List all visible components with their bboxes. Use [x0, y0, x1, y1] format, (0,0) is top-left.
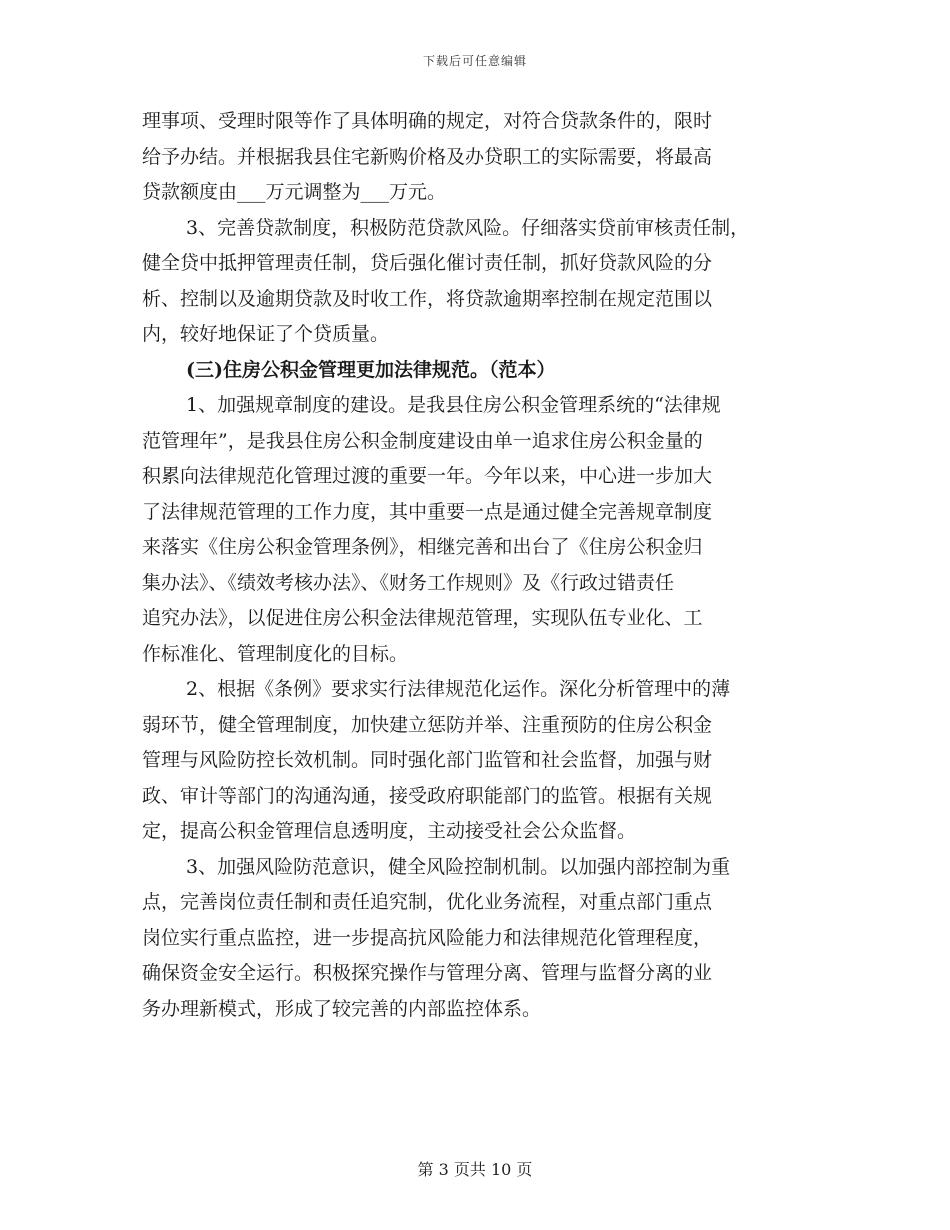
paragraph-start-line: 1、加强规章制度的建设。是我县住房公积金管理系统的“法律规: [186, 394, 721, 416]
paragraph-start-line: 2、根据《条例》要求实行法律规范化运作。深化分析管理中的薄: [186, 678, 731, 700]
text-line: 追究办法》，以促进住房公积金法律规范管理，实现队伍专业化、工: [142, 607, 703, 629]
text-line: 贷款额度由___万元调整为___万元。: [142, 181, 447, 203]
page-header: 下载后可任意编辑: [422, 54, 527, 68]
text-line: 给予办结。并根据我县住宅新购价格及办贷职工的实际需要，将最高: [142, 145, 713, 168]
text-line: 岗位实行重点监控，进一步提高抗风险能力和法律规范化管理程度，: [142, 926, 713, 949]
text-line: 内，较好地保证了个贷质量。: [142, 323, 390, 345]
paragraph-start-line: 3、完善贷款制度，积极防范贷款风险。仔细落实贷前审核责任制，: [186, 216, 750, 239]
text-line: 健全贷中抵押管理责任制，贷后强化催讨责任制，抓好贷款风险的分: [142, 252, 713, 274]
text-line: 管理与风险防控长效机制。同时强化部门监管和社会监督，加强与财: [142, 749, 713, 771]
text-line: 作标准化、管理制度化的目标。: [142, 642, 409, 665]
text-line: 集办法》、《绩效考核办法》、《财务工作规则》及《行政过错责任: [142, 571, 675, 594]
text-line: 确保资金安全运行。积极探究操作与管理分离、管理与监督分离的业: [142, 962, 713, 984]
text-line: 定，提高公积金管理信息透明度，主动接受社会公众监督。: [142, 820, 637, 842]
text-line: 了法律规范管理的工作力度，其中重要一点是通过健全完善规章制度: [142, 500, 713, 523]
paragraph-start-line: 3、加强风险防范意识，健全风险控制机制。以加强内部控制为重: [186, 855, 731, 878]
text-line: 务办理新模式，形成了较完善的内部监控体系。: [142, 997, 542, 1020]
section-heading: (三)住房公积金管理更加法律规范。（范本）: [186, 358, 556, 381]
text-line: 政、审计等部门的沟通沟通，接受政府职能部门的监管。根据有关规: [142, 784, 713, 807]
text-line: 弱环节，健全管理制度，加快建立惩防并举、注重预防的住房公积金: [142, 713, 713, 736]
text-line: 析、控制以及逾期贷款及时收工作，将贷款逾期率控制在规定范围以: [142, 287, 713, 310]
document-body: [142, 104, 810, 1027]
text-line: 范管理年”，是我县住房公积金制度建设由单一追求住房公积金量的: [142, 429, 703, 452]
text-line: 点，完善岗位责任制和责任追究制，优化业务流程，对重点部门重点: [142, 891, 713, 913]
text-line: 理事项、受理时限等作了具体明确的规定，对符合贷款条件的，限时: [142, 110, 713, 132]
text-line: 来落实《住房公积金管理条例》，相继完善和出台了《住房公积金归: [142, 536, 703, 558]
text-line: 积累向法律规范化管理过渡的重要一年。今年以来，中心进一步加大: [142, 465, 713, 487]
page-number-footer: 第 3 页共 10 页: [417, 1160, 533, 1179]
